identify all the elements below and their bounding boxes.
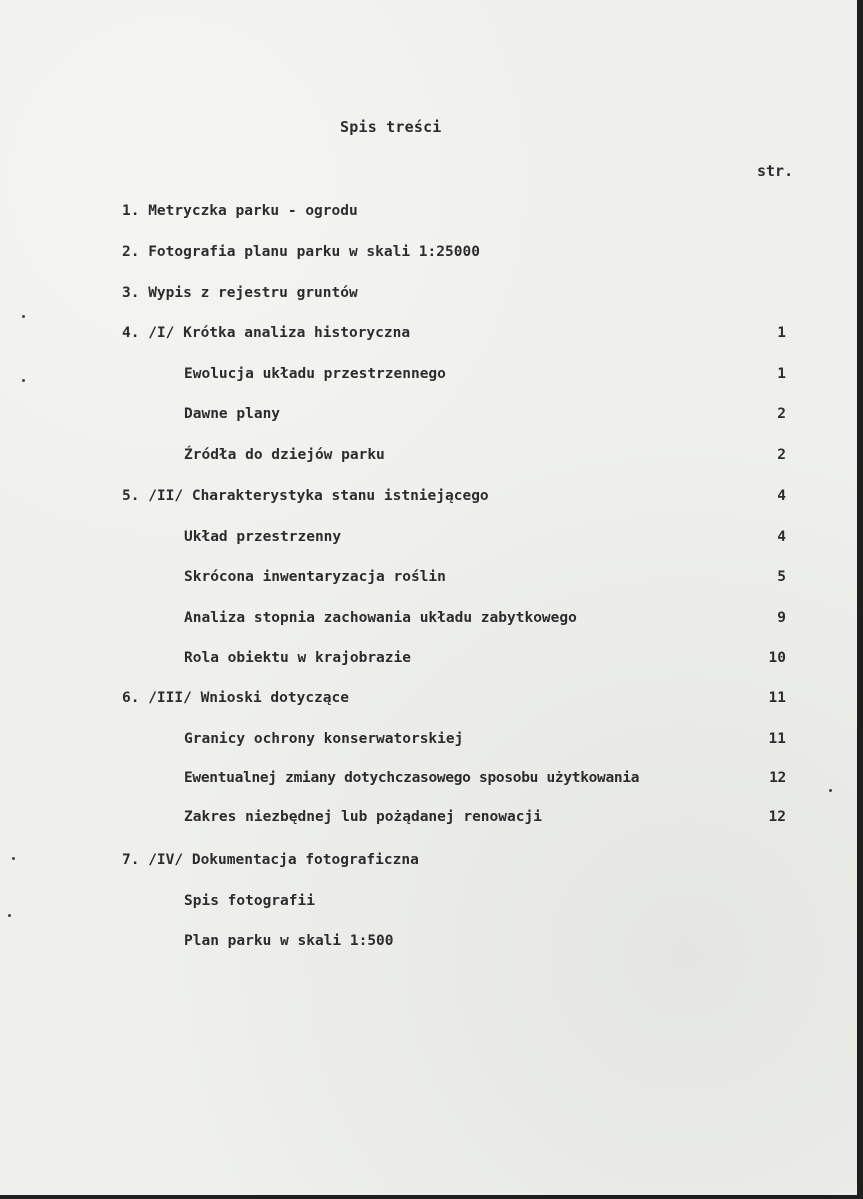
toc-entry-page: 12 <box>769 770 786 786</box>
toc-entry-page: 4 <box>777 488 786 504</box>
toc-entry <box>122 687 786 709</box>
toc-entry-label: 3. Wypis z rejestru gruntów <box>122 285 358 301</box>
toc-entry <box>122 200 802 222</box>
toc-entry <box>122 485 786 507</box>
toc-entry-label: Ewentualnej zmiany dotychczasowego sposobu użytkowania <box>184 770 640 786</box>
scan-edge-bottom <box>0 1195 863 1199</box>
toc-entry-page: 4 <box>777 529 786 545</box>
toc-entry-label: 4. /I/ Krótka analiza historyczna <box>122 325 411 341</box>
toc-entry-page: 11 <box>768 690 786 706</box>
toc-subentry <box>184 930 786 952</box>
toc-entry-label: Źródła do dziejów parku <box>184 447 385 463</box>
scan-edge-right <box>857 0 863 1199</box>
toc-entry-label: 5. /II/ Charakterystyka stanu istniejącego <box>122 488 489 504</box>
toc-entry-label: Zakres niezbędnej lub pożądanej renowacji <box>184 809 542 825</box>
toc-entry-label: Układ przestrzenny <box>184 529 342 545</box>
toc-entry <box>122 322 786 344</box>
toc-subentry <box>184 806 786 828</box>
toc-entry-page: 10 <box>768 650 786 666</box>
toc-entry-page: 11 <box>768 731 786 747</box>
toc-subentry <box>184 890 786 912</box>
toc-subentry <box>184 363 786 385</box>
toc-entry-label: Ewolucja układu przestrzennego <box>184 366 446 382</box>
toc-entry-label: Plan parku w skali 1:500 <box>184 933 394 949</box>
toc-entry-page: 2 <box>777 447 786 463</box>
toc-entry-label: Rola obiektu w krajobrazie <box>184 650 411 666</box>
toc-subentry <box>184 444 786 466</box>
toc-entry-page: 12 <box>768 809 786 825</box>
toc-entry-label: 7. /IV/ Dokumentacja fotograficzna <box>122 852 419 868</box>
paper-speck <box>22 315 25 318</box>
toc-entry-label: Spis fotografii <box>184 893 315 909</box>
toc-subentry <box>184 403 786 425</box>
toc-entry-page: 2 <box>777 406 786 422</box>
toc-entry-label: 6. /III/ Wnioski dotyczące <box>122 690 349 706</box>
toc-entry-label: 1. Metryczka parku - ogrodu <box>122 203 358 219</box>
toc-entry-label: Granicy ochrony konserwatorskiej <box>184 731 464 747</box>
toc-entry-page: 9 <box>777 610 786 626</box>
paper-speck <box>8 914 11 917</box>
toc-entry-label: Dawne plany <box>184 406 281 422</box>
toc-entry-page: 5 <box>777 569 786 585</box>
toc-entry-label: Skrócona inwentaryzacja roślin <box>184 569 446 585</box>
toc-subentry <box>184 728 786 750</box>
toc-subentry <box>184 767 786 789</box>
toc-subentry <box>184 526 786 548</box>
toc-entry <box>122 241 802 263</box>
toc-entry <box>122 849 802 871</box>
page-column-header: str. <box>757 162 794 180</box>
toc-subentry <box>184 566 786 588</box>
toc-entry-label: 2. Fotografia planu parku w skali 1:25000 <box>122 244 480 260</box>
toc-entry-page: 1 <box>777 325 786 341</box>
toc-entry <box>122 282 802 304</box>
toc-subentry <box>184 607 786 629</box>
paper-speck <box>829 789 832 792</box>
toc-entry-page: 1 <box>777 366 786 382</box>
toc-entry-label: Analiza stopnia zachowania układu zabytkowego <box>184 610 577 626</box>
document-title: Spis treści <box>340 118 442 136</box>
toc-subentry <box>184 647 786 669</box>
paper-speck <box>12 857 15 860</box>
paper-speck <box>22 379 25 382</box>
